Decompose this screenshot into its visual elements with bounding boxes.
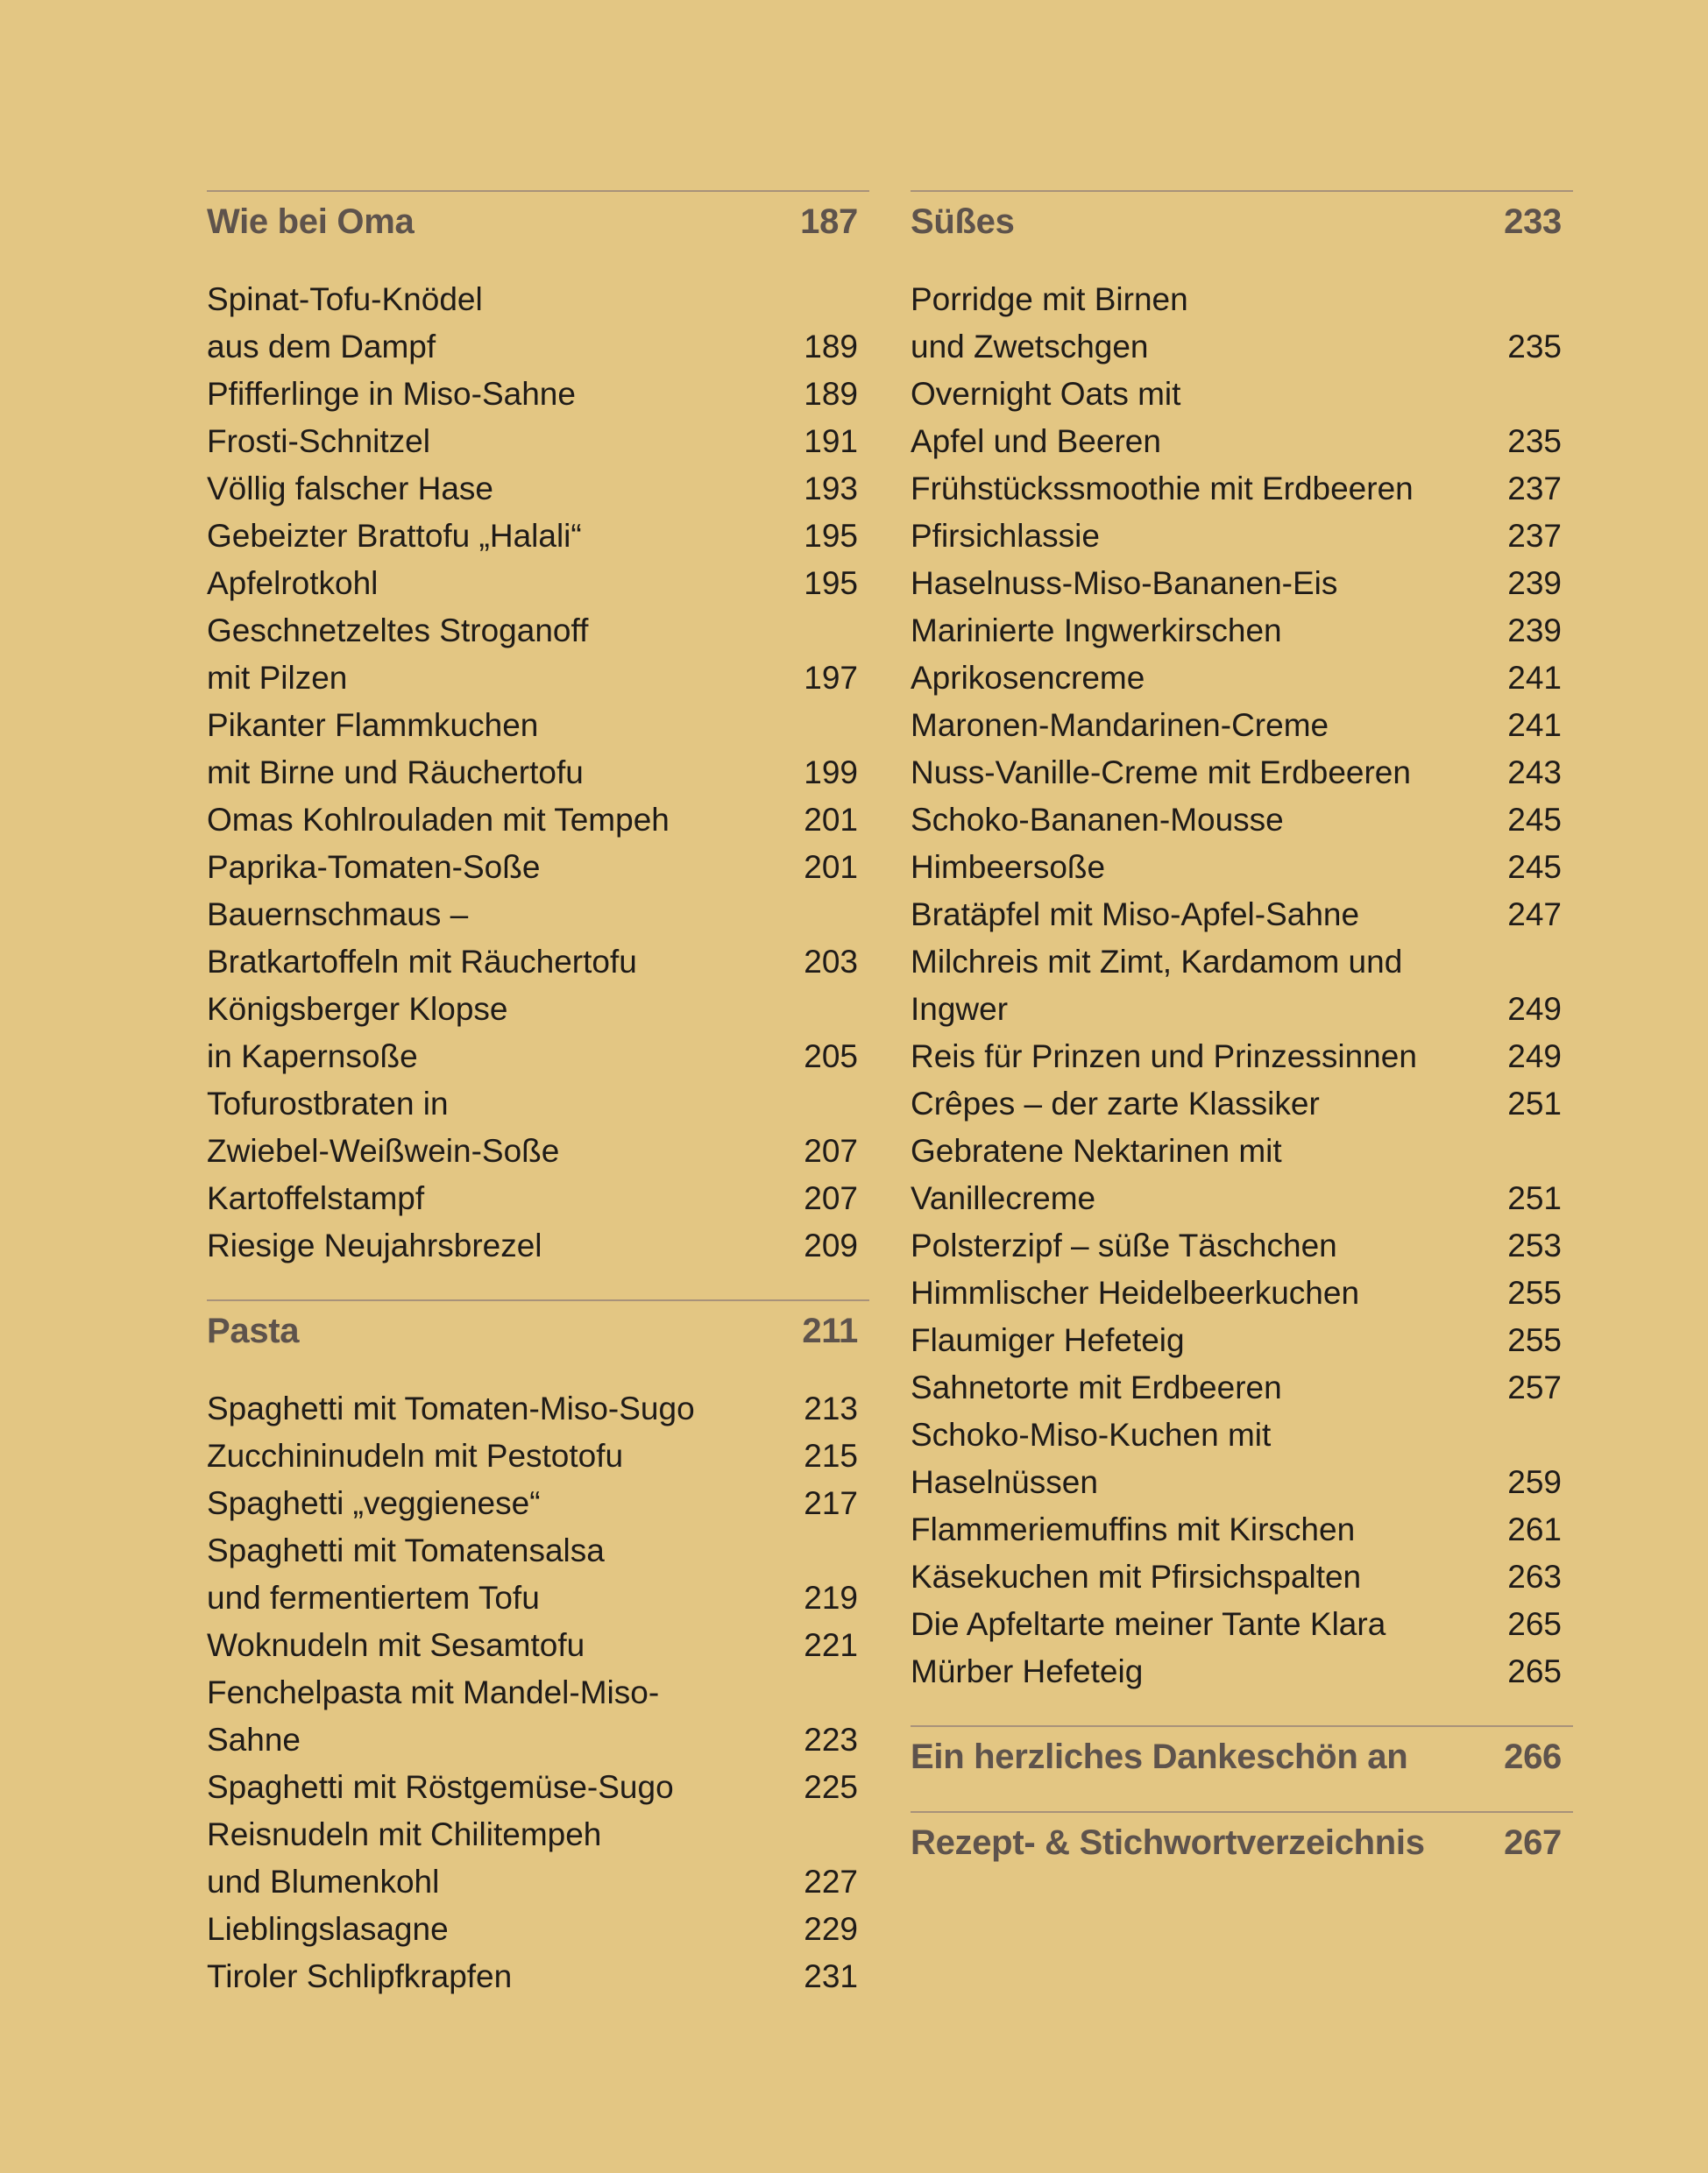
entry-page: 235	[1507, 329, 1562, 365]
entry-page: 215	[804, 1438, 858, 1474]
entry-page: 229	[804, 1911, 858, 1947]
entry-title-line: Omas Kohlrouladen mit Tempeh	[207, 802, 670, 838]
toc-entry[interactable]	[911, 513, 1573, 560]
entry-title-line: Crêpes – der zarte Klassiker	[911, 1086, 1320, 1122]
entry-page: 205	[804, 1038, 858, 1074]
entry-page: 241	[1507, 660, 1562, 696]
toc-entry[interactable]	[207, 986, 869, 1080]
entry-page: 201	[804, 849, 858, 885]
entry-page: 201	[804, 802, 858, 838]
entry-title-line: Pikanter Flammkuchen	[207, 707, 539, 743]
entry-page: 203	[804, 944, 858, 980]
toc-entry[interactable]	[911, 1364, 1573, 1412]
section-page: 211	[802, 1312, 858, 1350]
entry-title-line: aus dem Dampf	[207, 329, 436, 365]
entry-title-line: Mürber Hefeteig	[911, 1653, 1144, 1689]
toc-entry[interactable]	[207, 1527, 869, 1622]
entry-title-line: Reis für Prinzen und Prinzessinnen	[911, 1038, 1417, 1074]
entry-title	[207, 560, 378, 607]
entry-page: 207	[804, 1133, 858, 1169]
entry-title-line: mit Birne und Räuchertofu	[207, 754, 584, 790]
entry-title	[207, 1527, 605, 1622]
entry-page: 251	[1507, 1086, 1562, 1122]
entry-title-line: Flaumiger Hefeteig	[911, 1322, 1185, 1358]
section-page: 266	[1504, 1738, 1562, 1776]
section-page: 187	[800, 202, 858, 241]
entry-title	[911, 1033, 1417, 1080]
toc-entry[interactable]	[911, 1554, 1573, 1601]
section-page: 267	[1504, 1823, 1562, 1862]
entry-title-line: Flammeriemuffins mit Kirschen	[911, 1511, 1356, 1547]
entry-title	[207, 844, 540, 891]
section-page: 233	[1504, 202, 1562, 241]
toc-entry[interactable]	[207, 1385, 869, 1433]
toc-entry[interactable]	[207, 1811, 869, 1906]
entry-title	[911, 1128, 1282, 1222]
entry-title	[911, 1317, 1185, 1364]
entry-title	[207, 1480, 541, 1527]
entry-page: 241	[1507, 707, 1562, 743]
entry-title-line: Himmlischer Heidelbeerkuchen	[911, 1275, 1360, 1311]
entry-page: 263	[1507, 1559, 1562, 1595]
entry-page: 197	[804, 660, 858, 696]
entry-title	[911, 891, 1359, 938]
entry-title	[207, 1953, 512, 2000]
entry-title	[207, 1175, 424, 1222]
entry-page: 251	[1507, 1180, 1562, 1216]
entry-title-line: Frühstückssmoothie mit Erdbeeren	[911, 471, 1414, 506]
entry-title	[911, 371, 1180, 465]
entry-title-line: Apfelrotkohl	[207, 565, 379, 601]
toc-entry[interactable]	[207, 1764, 869, 1811]
toc-entry[interactable]	[207, 607, 869, 702]
entry-title-line: Vanillecreme	[911, 1180, 1096, 1216]
entry-title	[207, 1385, 695, 1433]
toc-entry[interactable]	[207, 844, 869, 891]
toc-entry[interactable]	[207, 276, 869, 371]
entry-title-line: Pfifferlinge in Miso-Sahne	[207, 376, 576, 412]
entry-title-line: Milchreis mit Zimt, Kardamom und	[911, 944, 1403, 980]
entry-title-line: Spaghetti „veggienese“	[207, 1485, 541, 1521]
entry-page: 253	[1507, 1228, 1562, 1263]
entry-page: 213	[804, 1391, 858, 1426]
section-title: Süßes	[911, 202, 1015, 241]
entry-title-line: Königsberger Klopse	[207, 991, 508, 1027]
entry-title-line: und Zwetschgen	[911, 329, 1149, 365]
entry-page: 221	[804, 1627, 858, 1663]
section-heading[interactable]	[911, 1823, 1573, 1862]
toc-entry[interactable]	[911, 371, 1573, 465]
toc-entry[interactable]	[911, 1033, 1573, 1080]
entry-title	[207, 1222, 542, 1270]
entry-page: 237	[1507, 518, 1562, 554]
entry-title	[911, 1364, 1282, 1412]
section-heading[interactable]	[207, 202, 869, 241]
toc-entry[interactable]	[207, 702, 869, 796]
toc-entry[interactable]	[911, 891, 1573, 938]
entry-page: 189	[804, 376, 858, 412]
entry-title	[207, 796, 670, 844]
entry-page: 247	[1507, 896, 1562, 932]
entry-title	[911, 607, 1282, 655]
entry-title-line: Paprika-Tomaten-Soße	[207, 849, 541, 885]
toc-entry[interactable]	[207, 1175, 869, 1222]
entry-title-line: Lieblingslasagne	[207, 1911, 449, 1947]
entry-title-line: Gebeizter Brattofu „Halali“	[207, 518, 582, 554]
entry-page: 249	[1507, 1038, 1562, 1074]
toc-entry[interactable]	[911, 1222, 1573, 1270]
entry-page: 255	[1507, 1275, 1562, 1311]
entry-title	[911, 513, 1100, 560]
toc-section	[911, 1811, 1573, 1862]
section-title: Rezept- & Stichwortverzeichnis	[911, 1823, 1425, 1862]
entry-title-line: Apfel und Beeren	[911, 423, 1161, 459]
entry-page: 239	[1507, 612, 1562, 648]
toc-entry[interactable]	[911, 796, 1573, 844]
toc-section	[911, 1725, 1573, 1776]
entry-title	[207, 1906, 449, 1953]
toc-entry[interactable]	[207, 1080, 869, 1175]
toc-entry[interactable]	[911, 560, 1573, 607]
entry-page: 257	[1507, 1370, 1562, 1405]
entry-title-line: Fenchelpasta mit Mandel-Miso-	[207, 1674, 660, 1710]
entry-page: 227	[804, 1864, 858, 1900]
entry-title	[207, 465, 493, 513]
entry-page: 217	[804, 1485, 858, 1521]
section-heading[interactable]	[911, 1738, 1573, 1776]
entry-page: 235	[1507, 423, 1562, 459]
entry-title	[207, 1764, 674, 1811]
entry-title-line: Bratäpfel mit Miso-Apfel-Sahne	[911, 896, 1360, 932]
toc-section	[207, 1299, 869, 2000]
entry-title	[911, 465, 1414, 513]
entry-title-line: Schoko-Bananen-Mousse	[911, 802, 1284, 838]
entry-title-line: Sahnetorte mit Erdbeeren	[911, 1370, 1282, 1405]
entry-title-line: Die Apfeltarte meiner Tante Klara	[911, 1606, 1386, 1642]
entry-title-line: Spaghetti mit Röstgemüse-Sugo	[207, 1769, 674, 1805]
toc-entry[interactable]	[207, 513, 869, 560]
toc-entry[interactable]	[911, 655, 1573, 702]
entry-title	[207, 513, 582, 560]
entry-title-line: Sahne	[207, 1722, 301, 1758]
entry-title	[207, 1811, 601, 1906]
entry-page: 255	[1507, 1322, 1562, 1358]
entry-title-line: Riesige Neujahrsbrezel	[207, 1228, 542, 1263]
toc-section	[207, 190, 869, 1270]
toc-entry[interactable]	[911, 1270, 1573, 1317]
entry-page: 193	[804, 471, 858, 506]
entry-title	[207, 418, 430, 465]
entry-title-line: Pfirsichlassie	[911, 518, 1100, 554]
entry-title	[911, 796, 1284, 844]
entry-page: 245	[1507, 849, 1562, 885]
entry-title	[911, 1601, 1386, 1648]
entry-title	[911, 1506, 1355, 1554]
entry-title-line: Geschnetzeltes Stroganoff	[207, 612, 589, 648]
entry-title	[911, 1222, 1337, 1270]
entry-title-line: Spinat-Tofu-Knödel	[207, 281, 483, 317]
entry-title-line: Völlig falscher Hase	[207, 471, 493, 506]
entry-page: 191	[804, 423, 858, 459]
entry-title-line: Reisnudeln mit Chilitempeh	[207, 1816, 602, 1852]
toc-entry[interactable]	[207, 1906, 869, 1953]
entry-title-line: Zwiebel-Weißwein-Soße	[207, 1133, 560, 1169]
entry-title-line: Spaghetti mit Tomaten-Miso-Sugo	[207, 1391, 695, 1426]
entry-title-line: Käsekuchen mit Pfirsichspalten	[911, 1559, 1362, 1595]
toc-entry[interactable]	[911, 938, 1573, 1033]
entry-page: 231	[804, 1958, 858, 1994]
entry-title	[207, 276, 483, 371]
entry-title	[911, 1270, 1359, 1317]
entry-page: 239	[1507, 565, 1562, 601]
entry-title	[207, 371, 576, 418]
toc-entry[interactable]	[207, 1953, 869, 2000]
entry-page: 223	[804, 1722, 858, 1758]
entry-title-line: Haselnuss-Miso-Bananen-Eis	[911, 565, 1338, 601]
entry-page: 265	[1507, 1606, 1562, 1642]
entry-title	[911, 1648, 1143, 1695]
toc-entry[interactable]	[207, 1222, 869, 1270]
toc-entry[interactable]	[911, 844, 1573, 891]
section-heading[interactable]	[911, 202, 1573, 241]
entry-title	[911, 749, 1411, 796]
entry-title-line: Zucchininudeln mit Pestotofu	[207, 1438, 624, 1474]
entry-title-line: und fermentiertem Tofu	[207, 1580, 540, 1616]
entry-title-line: in Kapernsoße	[207, 1038, 418, 1074]
entry-page: 195	[804, 565, 858, 601]
entry-title-line: Spaghetti mit Tomatensalsa	[207, 1532, 605, 1568]
section-title: Wie bei Oma	[207, 202, 415, 241]
entry-page: 199	[804, 754, 858, 790]
entry-title-line: Schoko-Miso-Kuchen mit	[911, 1417, 1272, 1453]
entry-title	[207, 1080, 559, 1175]
section-title: Ein herzliches Dankeschön an	[911, 1738, 1408, 1776]
entry-title	[911, 655, 1145, 702]
entry-page: 249	[1507, 991, 1562, 1027]
entry-title-line: Nuss-Vanille-Creme mit Erdbeeren	[911, 754, 1411, 790]
toc-entry[interactable]	[207, 371, 869, 418]
entry-page: 237	[1507, 471, 1562, 506]
entry-title-line: Aprikosencreme	[911, 660, 1145, 696]
entry-title-line: Bratkartoffeln mit Räuchertofu	[207, 944, 637, 980]
entry-title	[911, 938, 1402, 1033]
entry-title-line: Polsterzipf – süße Täschchen	[911, 1228, 1337, 1263]
toc-entry[interactable]	[207, 560, 869, 607]
toc-entry[interactable]	[207, 1433, 869, 1480]
toc-entry[interactable]	[911, 1412, 1573, 1506]
toc-entry[interactable]	[207, 418, 869, 465]
entry-title-line: Overnight Oats mit	[911, 376, 1181, 412]
toc-entry[interactable]	[911, 276, 1573, 371]
toc-entry[interactable]	[911, 749, 1573, 796]
entry-title	[207, 891, 637, 986]
toc-entry[interactable]	[207, 1669, 869, 1764]
entry-page: 207	[804, 1180, 858, 1216]
entry-title	[911, 844, 1105, 891]
toc-entry[interactable]	[911, 1648, 1573, 1695]
entry-title-line: Tofurostbraten in	[207, 1086, 449, 1122]
toc-entry[interactable]	[911, 1317, 1573, 1364]
toc-column-left	[207, 190, 869, 2030]
section-heading[interactable]	[207, 1312, 869, 1350]
entry-title-line: Frosti-Schnitzel	[207, 423, 430, 459]
entry-page: 245	[1507, 802, 1562, 838]
toc-entry[interactable]	[911, 1080, 1573, 1128]
entry-title	[207, 1622, 585, 1669]
toc-entry[interactable]	[207, 465, 869, 513]
entry-title-line: Gebratene Nektarinen mit	[911, 1133, 1282, 1169]
entry-title-line: Haselnüssen	[911, 1464, 1098, 1500]
entry-title-line: mit Pilzen	[207, 660, 348, 696]
entry-title-line: und Blumenkohl	[207, 1864, 440, 1900]
toc-entry[interactable]	[911, 607, 1573, 655]
entry-title-line: Marinierte Ingwerkirschen	[911, 612, 1282, 648]
entry-title	[911, 702, 1329, 749]
entry-title	[207, 607, 588, 702]
entry-title-line: Kartoffelstampf	[207, 1180, 425, 1216]
toc-entry[interactable]	[207, 1480, 869, 1527]
toc-entry[interactable]	[911, 465, 1573, 513]
entry-page: 189	[804, 329, 858, 365]
entry-title	[207, 1669, 659, 1764]
entry-page: 259	[1507, 1464, 1562, 1500]
entry-title	[911, 1080, 1320, 1128]
entry-title	[207, 986, 508, 1080]
entry-title	[911, 1554, 1361, 1601]
entry-page: 225	[804, 1769, 858, 1805]
toc-entry[interactable]	[207, 1622, 869, 1669]
toc-entry[interactable]	[911, 1128, 1573, 1222]
entry-title-line: Porridge mit Birnen	[911, 281, 1188, 317]
section-title: Pasta	[207, 1312, 300, 1350]
entry-title-line: Maronen-Mandarinen-Creme	[911, 707, 1329, 743]
toc-entry[interactable]	[911, 1601, 1573, 1648]
entry-title	[911, 1412, 1271, 1506]
entry-title-line: Woknudeln mit Sesamtofu	[207, 1627, 585, 1663]
toc-entry[interactable]	[207, 891, 869, 986]
entry-title	[911, 560, 1337, 607]
entry-page: 243	[1507, 754, 1562, 790]
entry-page: 219	[804, 1580, 858, 1616]
entry-page: 209	[804, 1228, 858, 1263]
entry-title-line: Tiroler Schlipfkrapfen	[207, 1958, 513, 1994]
entry-title-line: Himbeersoße	[911, 849, 1106, 885]
entry-title-line: Ingwer	[911, 991, 1009, 1027]
toc-column-right	[911, 190, 1573, 1897]
toc-entry[interactable]	[911, 702, 1573, 749]
entry-page: 261	[1507, 1511, 1562, 1547]
entry-page: 195	[804, 518, 858, 554]
entry-title	[207, 702, 584, 796]
entry-title-line: Bauernschmaus –	[207, 896, 469, 932]
toc-entry[interactable]	[207, 796, 869, 844]
toc-entry[interactable]	[911, 1506, 1573, 1554]
toc-section	[911, 190, 1573, 1695]
entry-title	[207, 1433, 623, 1480]
entry-page: 265	[1507, 1653, 1562, 1689]
entry-title	[911, 276, 1188, 371]
